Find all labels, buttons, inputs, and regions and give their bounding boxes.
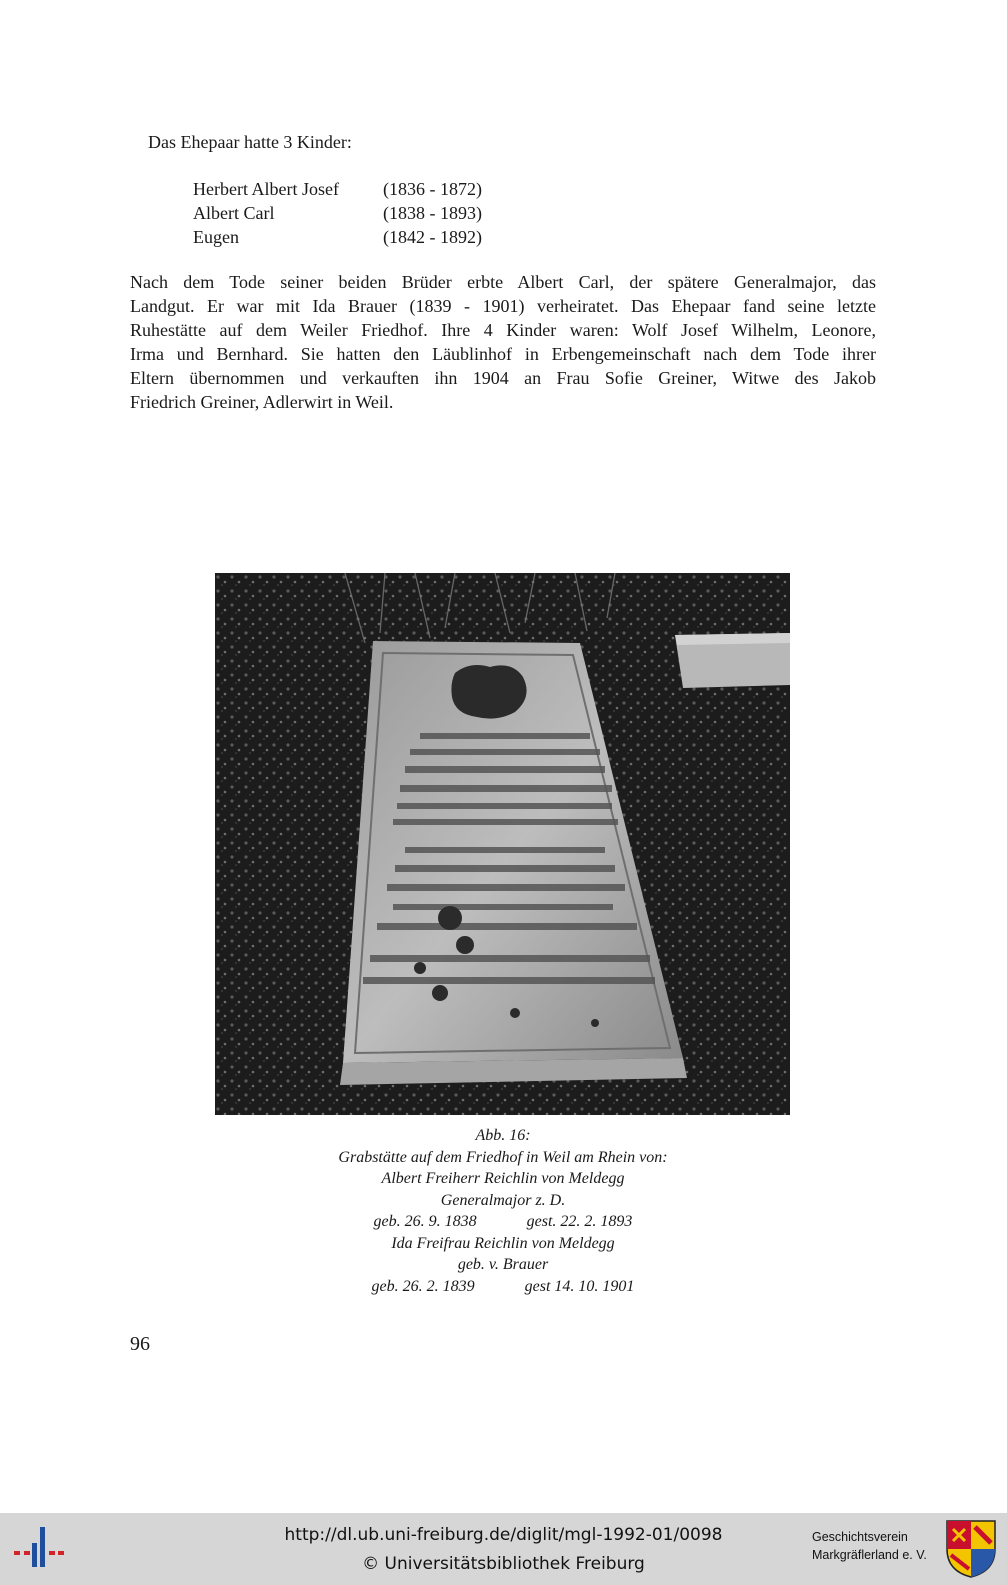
paragraph-line: Eltern übernommen und verkauften ihn 1904 an Frau Sofie Greiner, Witwe des Jakob: [130, 368, 876, 388]
children-list: [193, 177, 482, 249]
child-name: Albert Carl: [193, 203, 275, 223]
child-years: (1838 - 1893): [383, 203, 482, 223]
figure-caption: [250, 1125, 756, 1297]
figure-label: Abb. 16:: [475, 1127, 531, 1144]
caption-line: geb. v. Brauer: [457, 1256, 549, 1273]
society-line: Geschichtsverein: [812, 1530, 908, 1544]
death-date: gest 14. 10. 1901: [524, 1277, 635, 1295]
society-line: Markgräflerland e. V.: [812, 1548, 927, 1562]
caption-line: Generalmajor z. D.: [440, 1191, 566, 1209]
caption-dates: [250, 1276, 756, 1298]
footer-url-link[interactable]: http://dl.ub.uni-freiburg.de/diglit/mgl-1992-01/0098: [284, 1525, 723, 1545]
paragraph-line: Nach dem Tode seiner beiden Brüder erbte Albert Carl, der spätere Generalmajor, das: [130, 272, 876, 292]
child-years: (1836 - 1872): [383, 179, 482, 199]
birth-date: geb. 26. 9. 1838: [373, 1213, 477, 1230]
paragraph-line: Friedrich Greiner, Adlerwirt in Weil.: [130, 392, 394, 412]
birth-date: geb. 26. 2. 1839: [371, 1277, 475, 1295]
child-name: Herbert Albert Josef: [193, 179, 339, 199]
gravestone-image: [215, 573, 790, 1115]
footer-copyright: © Universitätsbibliothek Freiburg: [362, 1554, 645, 1574]
paragraph-line: Irma und Bernhard. Sie hatten den Läublinhof in Erbengemeinschaft nach dem Tode ihrer: [130, 344, 876, 364]
paragraph-line: Landgut. Er war mit Ida Brauer (1839 - 1901) verheiratet. Das Ehepaar fand seine letzte: [130, 296, 876, 316]
child-years: (1842 - 1892): [383, 227, 482, 247]
list-item: [193, 201, 482, 225]
page-number: 96: [130, 1333, 150, 1355]
caption-dates: [250, 1211, 756, 1233]
caption-line: Albert Freiherr Reichlin von Meldegg: [381, 1170, 625, 1187]
body-paragraph: [130, 270, 876, 414]
footer-bar: [0, 1513, 1007, 1585]
coat-of-arms-icon: [945, 1519, 997, 1579]
society-name: [812, 1528, 942, 1564]
list-item: [193, 177, 482, 201]
caption-line: Ida Freifrau Reichlin von Meldegg: [391, 1234, 615, 1252]
list-item: [193, 225, 482, 249]
intro-text: Das Ehepaar hatte 3 Kinder:: [148, 132, 352, 152]
death-date: gest. 22. 2. 1893: [526, 1213, 633, 1230]
caption-line: Grabstätte auf dem Friedhof in Weil am Rhein von:: [338, 1148, 668, 1166]
gravestone-photo: [215, 573, 790, 1115]
child-name: Eugen: [193, 227, 239, 247]
paragraph-line: Ruhestätte auf dem Weiler Friedhof. Ihre 4 Kinder waren: Wolf Josef Wilhelm, Leonore,: [130, 320, 876, 340]
